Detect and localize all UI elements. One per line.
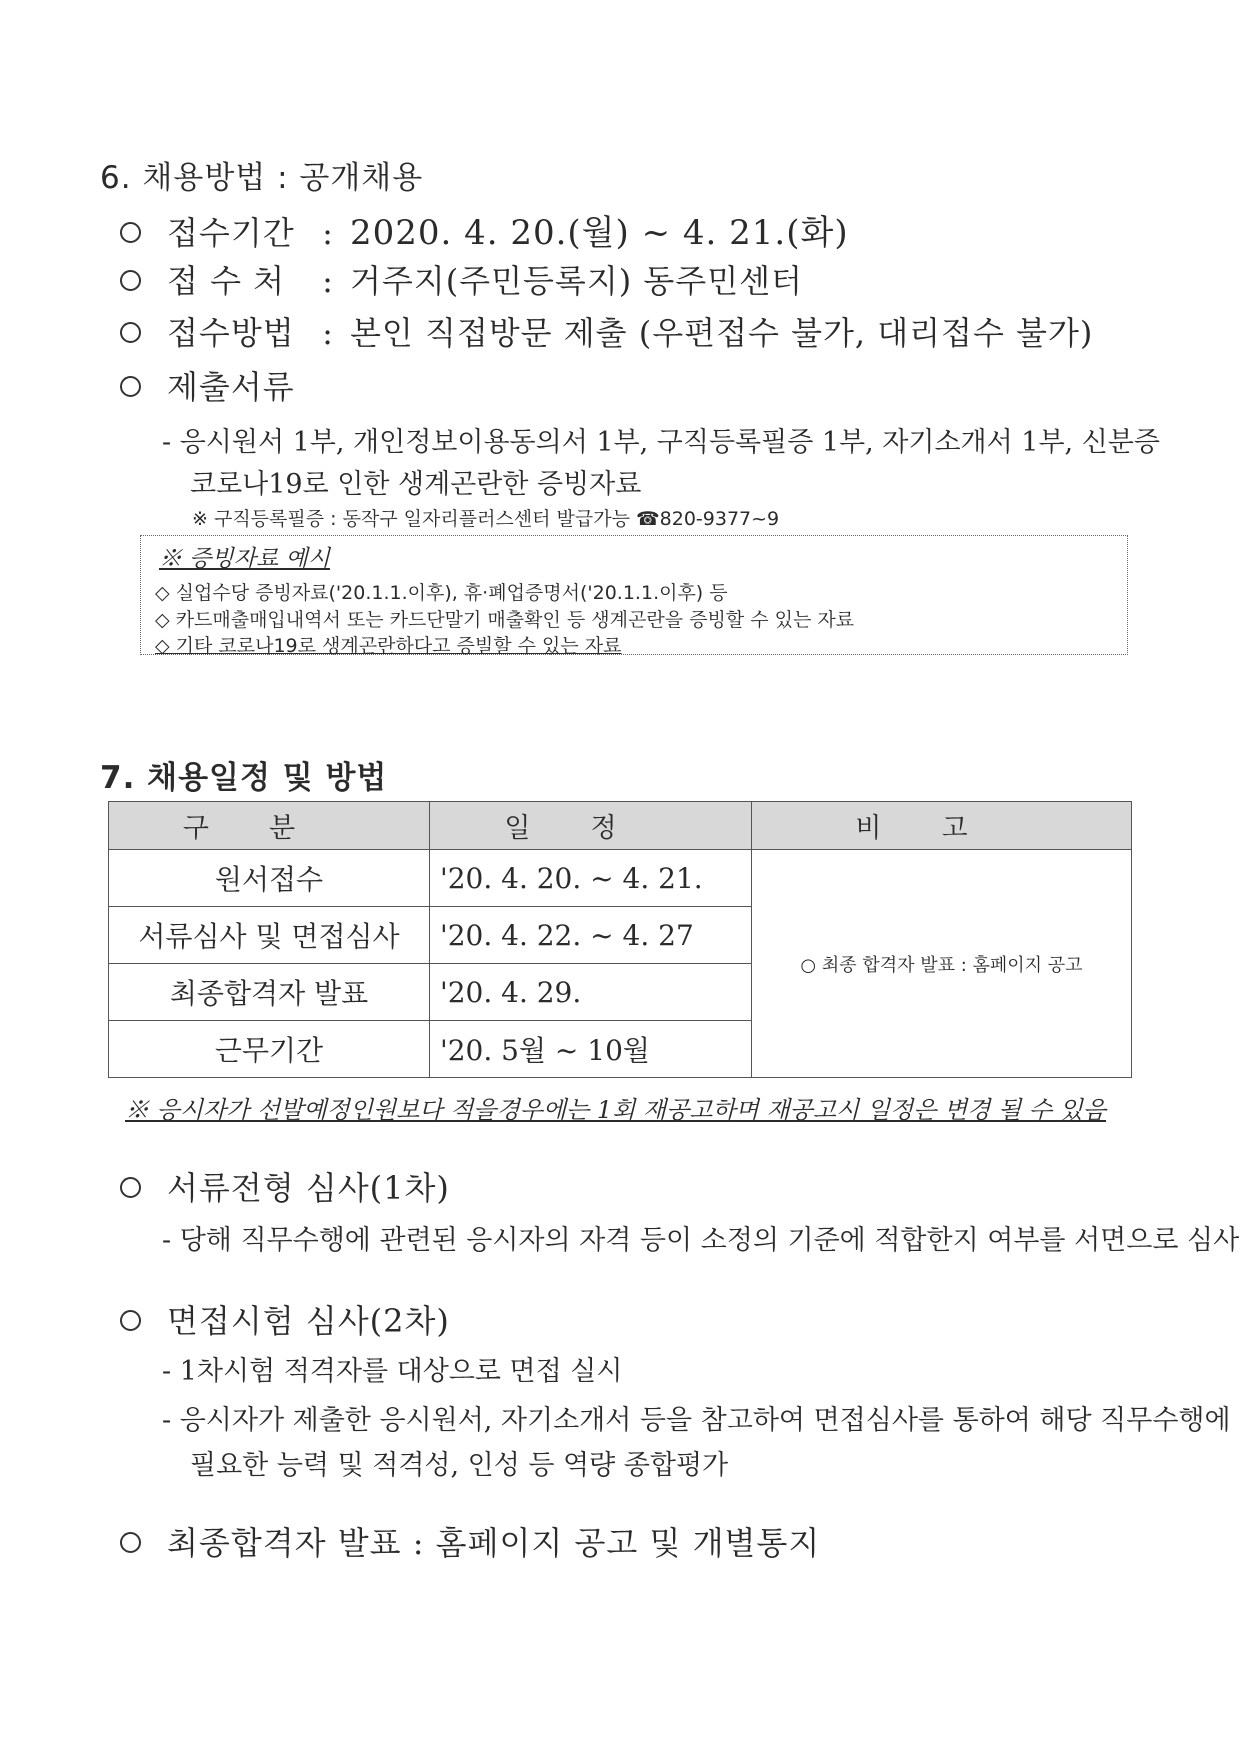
circle-bullet-icon (120, 270, 141, 291)
evidence-box-title: ※ 증빙자료 예시 (159, 546, 330, 572)
receipt-place-row (120, 256, 803, 302)
separator: : (322, 314, 334, 352)
table-header-row (109, 802, 1132, 850)
section-6-heading: 6. 채용방법 : 공개채용 (100, 160, 424, 196)
row-schedule: '20. 4. 20. ~ 4. 21. (430, 850, 752, 907)
stage2-desc-1: - 1차시험 적격자를 대상으로 면접 실시 (162, 1356, 623, 1387)
circle-bullet-icon (120, 376, 141, 397)
stage1-row (120, 1163, 450, 1209)
header-schedule: 일정 (430, 802, 752, 850)
stage2-desc-2: - 응시자가 제출한 응시원서, 자기소개서 등을 참고하여 면접심사를 통하여 해당 직무수행에 (162, 1405, 1231, 1436)
documents-line-1: - 응시원서 1부, 개인정보이용동의서 1부, 구직등록필증 1부, 자기소개서 1부, 신분증 (162, 427, 1160, 458)
header-category: 구분 (109, 802, 430, 850)
row-category: 서류심사 및 면접심사 (109, 907, 430, 964)
documents-label: 제출서류 (167, 368, 295, 406)
table-row (109, 850, 1132, 907)
stage1-desc: - 당해 직무수행에 관련된 응시자의 자격 등이 소정의 기준에 적합한지 여부를 서면으로 심사 (162, 1225, 1240, 1256)
receipt-method-row (120, 308, 1093, 354)
final-announcement-row (120, 1518, 820, 1564)
reannouncement-warning: ※ 응시자가 선발예정인원보다 적을경우에는 1회 재공고하며 재공고시 일정은 변경 될 수 있음 (125, 1096, 1106, 1124)
final-announcement-text: 최종합격자 발표 : 홈페이지 공고 및 개별통지 (167, 1524, 821, 1562)
receipt-method-value: 본인 직접방문 제출 (우편접수 불가, 대리접수 불가) (349, 314, 1094, 352)
stage2-desc-3: 필요한 능력 및 적격성, 인성 등 역량 종합평가 (190, 1450, 729, 1481)
stage1-title: 서류전형 심사(1차) (167, 1169, 450, 1207)
stage2-row (120, 1296, 450, 1342)
section-7-heading: 7. 채용일정 및 방법 (100, 760, 388, 796)
row-schedule: '20. 4. 22. ~ 4. 27 (430, 907, 752, 964)
documents-row (120, 362, 295, 408)
receipt-method-label: 접수방법 (167, 314, 295, 352)
evidence-item: ◇ 실업수당 증빙자료('20.1.1.이후), 휴·폐업증명서('20.1.1.이후) 등 (155, 582, 728, 604)
row-category: 근무기간 (109, 1021, 430, 1078)
evidence-item: ◇ 카드매출매입내역서 또는 카드단말기 매출확인 등 생계곤란을 증빙할 수 있는 자료 (155, 609, 855, 631)
separator: : (322, 262, 334, 300)
separator: : (322, 214, 334, 252)
circle-bullet-icon (120, 1310, 141, 1331)
remark-cell: ○ 최종 합격자 발표 : 홈페이지 공고 (752, 850, 1132, 1078)
evidence-example-box (140, 535, 1128, 655)
row-category: 최종합격자 발표 (109, 964, 430, 1021)
circle-bullet-icon (120, 1532, 141, 1553)
header-remark: 비고 (752, 802, 1132, 850)
receipt-place-label: 접 수 처 (167, 262, 286, 300)
documents-note: ※ 구직등록필증 : 동작구 일자리플러스센터 발급가능 ☎820-9377~9 (192, 508, 780, 530)
row-schedule: '20. 5월 ~ 10월 (430, 1021, 752, 1078)
schedule-table (108, 801, 1132, 1078)
receipt-period-value: 2020. 4. 20.(월) ~ 4. 21.(화) (349, 213, 849, 253)
receipt-period-label: 접수기간 (167, 214, 295, 252)
documents-line-2: 코로나19로 인한 생계곤란한 증빙자료 (190, 469, 642, 500)
circle-bullet-icon (120, 222, 141, 243)
evidence-item: ◇ 기타 코로나19로 생계곤란하다고 증빌할 수 있는 자료 (155, 635, 622, 657)
receipt-period-row (120, 205, 849, 254)
row-category: 원서접수 (109, 850, 430, 907)
circle-bullet-icon (120, 322, 141, 343)
stage2-title: 면접시험 심사(2차) (167, 1302, 450, 1340)
circle-bullet-icon (120, 1177, 141, 1198)
receipt-place-value: 거주지(주민등록지) 동주민센터 (349, 262, 803, 300)
row-schedule: '20. 4. 29. (430, 964, 752, 1021)
